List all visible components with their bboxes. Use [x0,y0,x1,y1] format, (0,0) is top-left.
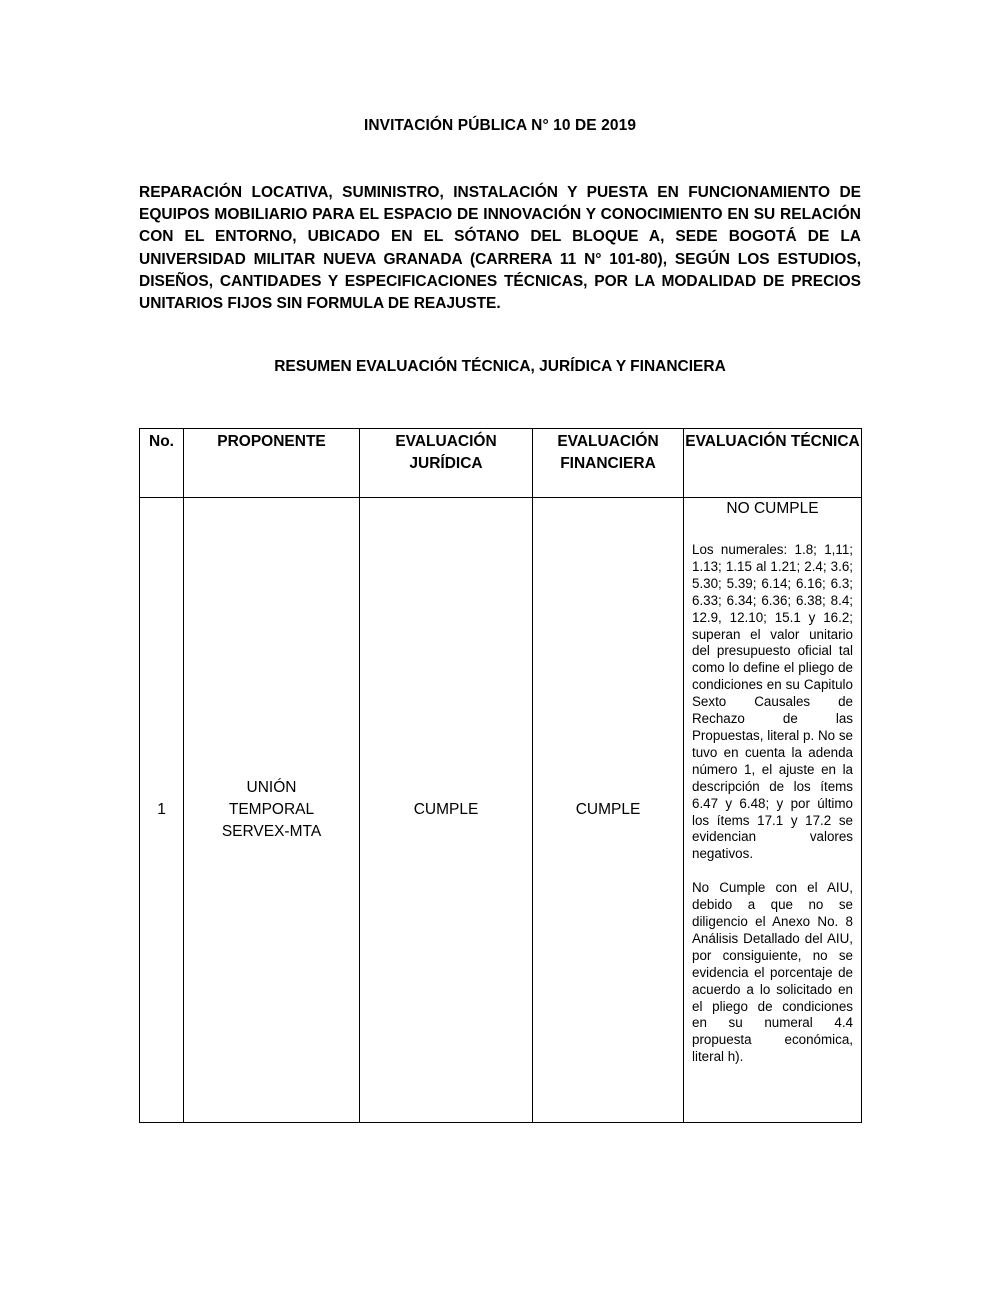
page-title: INVITACIÓN PÚBLICA N° 10 DE 2019 [363,117,637,134]
header-evaluacion-juridica: EVALUACIÓN JURÍDICA [360,429,533,498]
cell-evaluacion-financiera: CUMPLE [533,498,684,1123]
tecnica-note-aiu: No Cumple con el AIU, debido a que no se diligencio el Anexo No. 8 Análisis Detallado del AIU, por consiguiente, no se evidencia el porcentaje de acuerdo a lo solicitado en el pliego de condiciones en su numeral 4.4 propuesta económica, literal h). [692,880,853,1065]
cell-proponente: UNIÓN TEMPORAL SERVEX-MTA [184,498,360,1123]
cell-no: 1 [140,498,184,1123]
cell-evaluacion-juridica: CUMPLE [360,498,533,1123]
header-evaluacion-financiera: EVALUACIÓN FINANCIERA [533,429,684,498]
evaluation-summary-table [139,428,862,1123]
table-header-row [140,429,862,498]
contract-object-description: REPARACIÓN LOCATIVA, SUMINISTRO, INSTALACIÓN Y PUESTA EN FUNCIONAMIENTO DE EQUIPOS MOBILIARIO PARA EL ESPACIO DE INNOVACIÓN Y CONOCIMIENTO EN SU RELACIÓN CON EL ENTORNO, UBICADO EN EL SÓTANO DEL BLOQUE A, SEDE BOGOTÁ DE LA UNIVERSIDAD MILITAR NUEVA GRANADA (CARRERA 11 N° 101-80), SEGÚN LOS ESTUDIOS, DISEÑOS, CANTIDADES Y ESPECIFICACIONES TÉCNICAS, POR LA MODALIDAD DE PRECIOS UNITARIOS FIJOS SIN FORMULA DE REAJUSTE. [139,184,861,313]
header-proponente: PROPONENTE [184,429,360,498]
table-row [140,498,862,1123]
section-heading: RESUMEN EVALUACIÓN TÉCNICA, JURÍDICA Y FINANCIERA [274,358,726,375]
tecnica-result: NO CUMPLE [726,500,819,517]
header-evaluacion-tecnica: EVALUACIÓN TÉCNICA [684,429,862,498]
header-no: No. [140,429,184,498]
tecnica-note-numerales: Los numerales: 1.8; 1,11; 1.13; 1.15 al 1.21; 2.4; 3.6; 5.30; 5.39; 6.14; 6.16; 6.3; 6.33; 6.34; 6.36; 6.38; 8.4; 12.9, 12.10; 15.1 y 16.2; superan el valor unitario del presupuesto oficial tal como lo define el pliego de condiciones en su Capitulo Sexto Causales de Rechazo de las Propuestas, literal p. No se tuvo en cuenta la adenda número 1, el ajuste en la descripción de los ítems 6.47 y 6.48; y por último los ítems 17.1 y 17.2 se evidencian valores negativos. [692,542,853,862]
cell-evaluacion-tecnica [684,498,862,1123]
